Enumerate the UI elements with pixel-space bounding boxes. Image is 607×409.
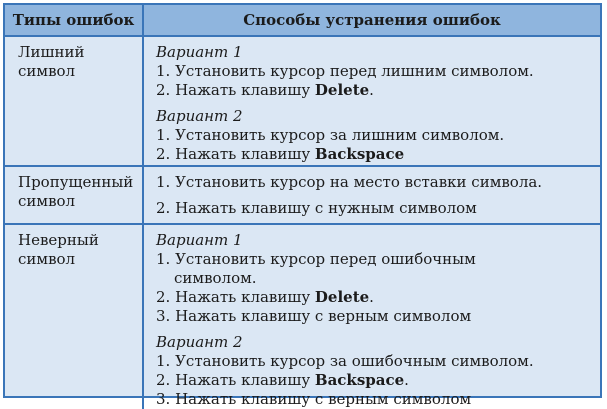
- step: 1. Установить курсор перед лишним символом.: [156, 62, 534, 80]
- header-error-types: Типы ошибок: [5, 5, 143, 36]
- step: 3. Нажать клавишу с верным символом: [156, 390, 472, 408]
- type-cell-wrong: [5, 224, 143, 409]
- row-wrong-symbol: [5, 224, 600, 409]
- fix-cell-wrong: [143, 224, 600, 409]
- step: 2. Нажать клавишу с нужным символом: [156, 199, 477, 217]
- fix-cell-extra: [143, 36, 600, 166]
- errors-table: [5, 5, 600, 409]
- step-text: .: [369, 81, 374, 99]
- step-text: 2. Нажать клавишу: [156, 81, 315, 99]
- step-text: 2. Нажать клавишу: [156, 288, 315, 306]
- step: [156, 288, 594, 307]
- type-label-line: Пропущенный: [18, 173, 134, 191]
- step-text: 2. Нажать клавишу: [156, 371, 315, 389]
- type-label-line: Неверный: [18, 231, 99, 249]
- step: 1. Установить курсор за лишним символом.: [156, 126, 505, 144]
- key-name: Delete: [314, 81, 370, 99]
- step: 3. Нажать клавишу с верным символом: [156, 307, 472, 325]
- step-continuation: символом.: [174, 269, 257, 287]
- header-fix-methods: Способы устранения ошибок: [143, 5, 600, 36]
- variant-2-label: Вариант 2: [156, 107, 243, 125]
- type-label-line: символ: [18, 62, 76, 80]
- step: 1. Установить курсор перед ошибочным: [156, 250, 476, 268]
- step: 1. Установить курсор за ошибочным символом.: [156, 352, 534, 370]
- variant-1-label: Вариант 1: [156, 231, 243, 249]
- step: [156, 81, 594, 100]
- step: 1. Установить курсор на место вставки символа.: [156, 173, 543, 191]
- type-cell-extra: [5, 36, 143, 166]
- step-text: 2. Нажать клавишу: [156, 145, 315, 163]
- key-name: Delete: [314, 288, 370, 306]
- type-label-line: символ: [18, 192, 76, 210]
- step-text: .: [404, 371, 409, 389]
- type-label-line: символ: [18, 250, 76, 268]
- variant-2-label: Вариант 2: [156, 333, 243, 351]
- errors-table-frame: [3, 3, 602, 408]
- row-extra-symbol: [5, 36, 600, 166]
- row-missing-symbol: [5, 166, 600, 224]
- step: [156, 145, 594, 164]
- type-cell-missing: [5, 166, 143, 224]
- type-label-line: Лишний: [18, 43, 85, 61]
- header-row: [5, 5, 600, 36]
- key-name: Backspace: [314, 145, 405, 163]
- step-text: .: [369, 288, 374, 306]
- fix-cell-missing: [143, 166, 600, 224]
- variant-1-label: Вариант 1: [156, 43, 243, 61]
- key-name: Backspace: [314, 371, 405, 389]
- step: [156, 371, 594, 390]
